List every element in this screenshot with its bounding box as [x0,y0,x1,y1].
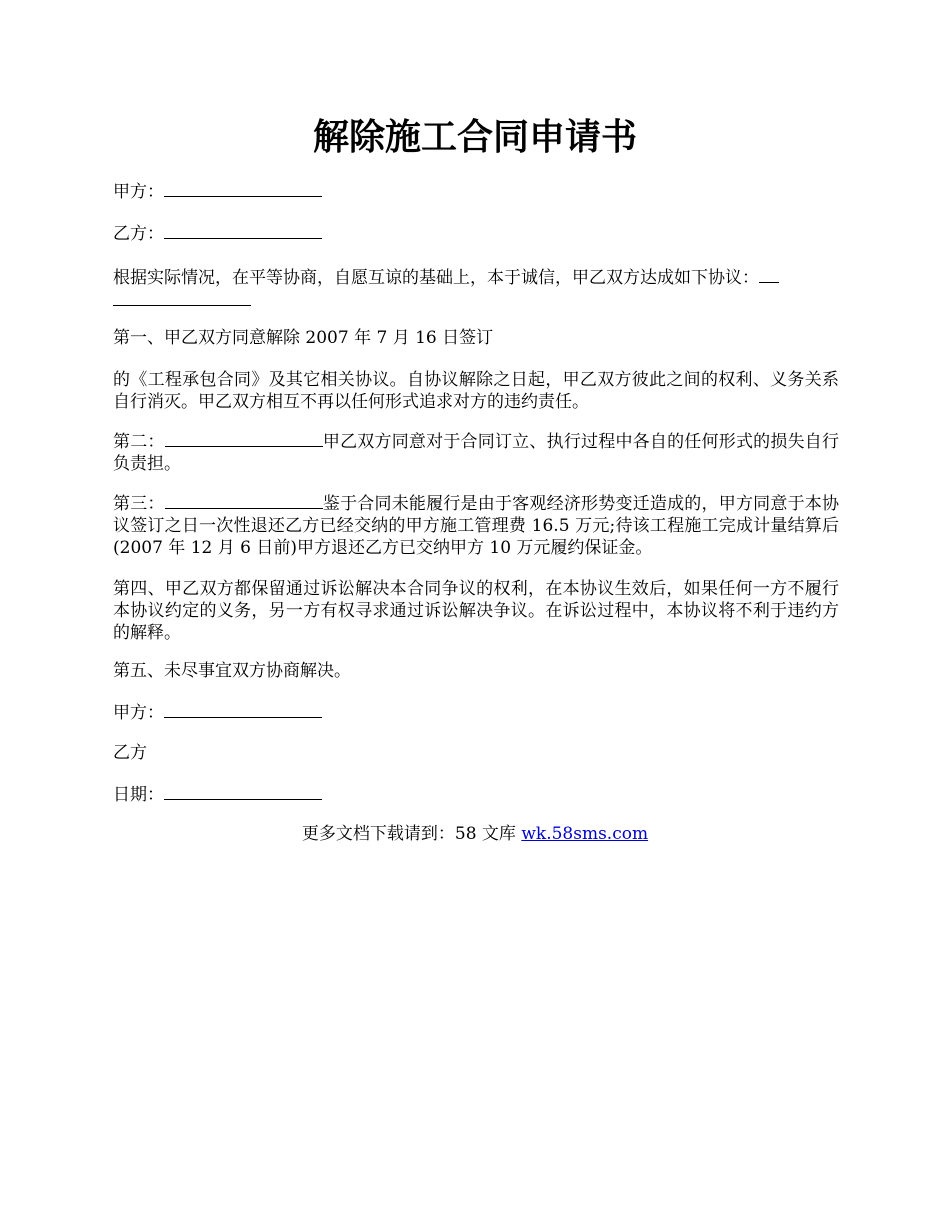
clause-4-paragraph: 第四、甲乙双方都保留通过诉讼解决本合同争议的权利，在本协议生效后，如果任何一方不履行本协议约定的义务，另一方有权寻求通过诉讼解决争议。在诉讼过程中，本协议将不利于违约方的解释。 [113,579,839,643]
party-a-label: 甲方： [113,182,164,202]
document-title: 解除施工合同申请书 [312,116,637,158]
clause-2-blank [165,430,323,447]
clause-5-paragraph: 第五、未尽事宜双方协商解决。 [113,661,351,681]
clause-2-prefix: 第二： [113,432,165,452]
party-b-line [113,222,839,245]
intro-blank-continued [113,289,251,306]
clause-3-prefix: 第三： [113,494,165,514]
clause-1-heading: 第一、甲乙双方同意解除 2007 年 7 月 16 日签订 [113,328,494,348]
intro-paragraph [113,266,839,312]
intro-text: 根据实际情况，在平等协商，自愿互谅的基础上，本于诚信，甲乙双方达成如下协议： [113,268,759,288]
date-label: 日期： [113,785,164,805]
party-b-label: 乙方： [113,224,164,244]
party-a-line [113,180,839,203]
clause-2-paragraph [113,430,839,475]
sign-party-a-label: 甲方： [113,703,164,723]
footer-text: 更多文档下载请到：58 文库 [301,824,522,844]
party-b-blank [164,222,322,239]
sign-party-a-blank [164,701,322,718]
clause-1-body: 的《工程承包合同》及其它相关协议。自协议解除之日起，甲乙双方彼此之间的权利、义务关系自行消灭。甲乙双方相互不再以任何形式追求对方的违约责任。 [113,370,839,412]
clause-3-blank [165,492,323,509]
sign-party-b-label: 乙方 [113,743,147,763]
footer-link[interactable]: wk.58sms.com [521,824,649,844]
party-a-blank [164,180,322,197]
clause-3-text: 鉴于合同未能履行是由于客观经济形势变迁造成的，甲方同意于本协议签订之日一次性退还乙方已经交纳的甲方施工管理费 16.5 万元;待该工程施工完成计量结算后(2007 年 12 月 6 日前)甲方退还乙方已交纳甲方 10 万元履约保证金。 [113,494,840,558]
sign-party-a-line [113,701,839,724]
footer-download-note [0,822,950,846]
date-blank [164,783,322,800]
clause-3-paragraph [113,492,839,559]
date-line [113,783,839,806]
intro-blank-end [759,266,779,283]
clause-2-text: 甲乙双方同意对于合同订立、执行过程中各自的任何形式的损失自行负责担。 [113,432,840,474]
sign-party-b-line [113,742,839,764]
